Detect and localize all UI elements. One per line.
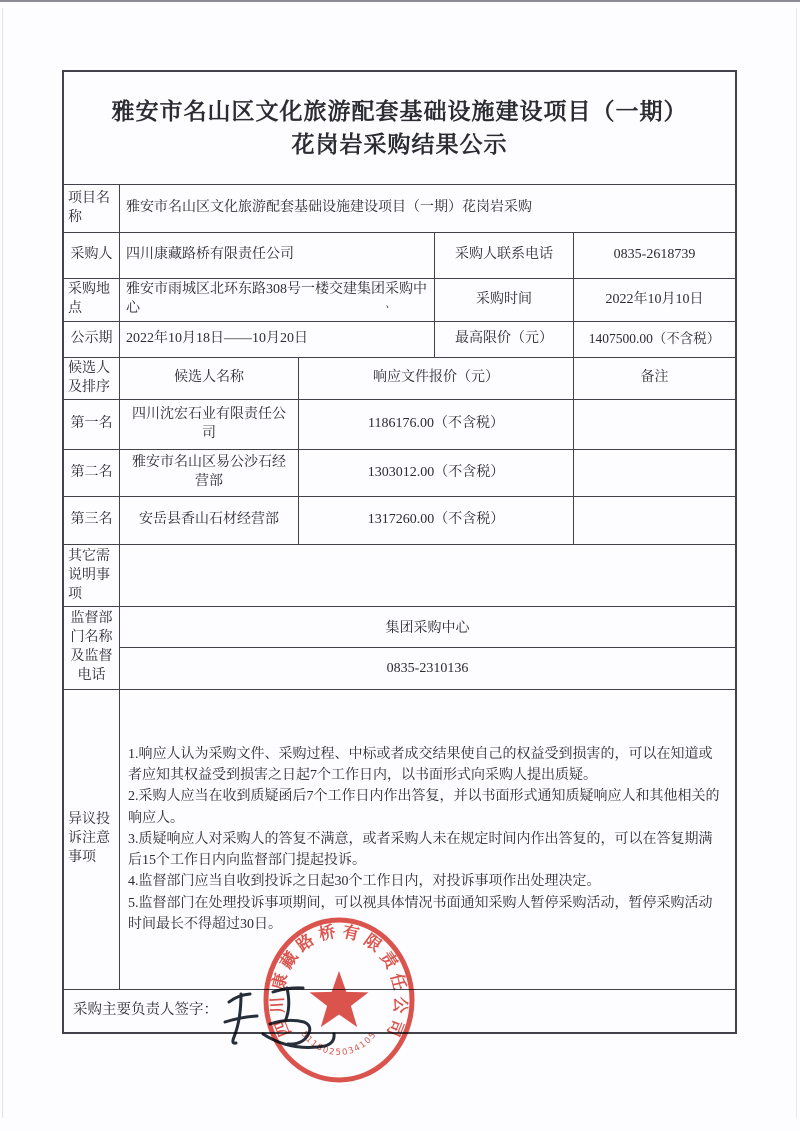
candidate-1-name: 四川沈宏石业有限责任公司: [120, 400, 299, 449]
purchase-time-value: 2022年10月10日: [605, 291, 704, 307]
candidate-row-2: [64, 450, 735, 497]
location-value: 雅安市雨城区北环东路308号一楼交建集团采购中心: [120, 279, 435, 321]
pen-mark: 、: [384, 297, 398, 312]
publicity-period-label: 公示期: [64, 322, 120, 357]
candidates-remark-header: 备注: [640, 370, 669, 386]
candidate-1-bid: 1186176.00（不含税）: [299, 400, 574, 449]
objection-item-1: 1.响应人认为采购文件、采购过程、中标或者成交结果使自己的权益受到损害的，可以在知道或者应知其权益受到损害之日起7个工作日内，以书面形式向采购人提出质疑。: [128, 746, 713, 784]
purchaser-phone-label: 采购人联系电话: [435, 233, 574, 278]
supervision-phone: 0835-2310136: [386, 660, 469, 676]
candidate-3-bid: 1317260.00（不含税）: [299, 497, 574, 544]
supervision-label: 监督部门名称及监督电话: [64, 607, 120, 689]
candidate-3-name: 安岳县香山石材经营部: [120, 497, 299, 544]
title-row: [64, 72, 735, 185]
signature-row: [64, 990, 735, 1032]
objection-item-3: 3.质疑响应人对采购人的答复不满意，或者采购人未在规定时间内作出答复的，可以在答复期满后15个工作日内向监督部门提起投诉。: [128, 831, 713, 869]
candidate-2-bid: 1303012.00（不含税）: [299, 450, 574, 496]
max-price-label: 最高限价（元）: [435, 322, 574, 357]
candidate-row-3: [64, 497, 735, 545]
candidate-2-name: 雅安市名山区易公沙石经营部: [120, 450, 299, 496]
candidates-rank-header: 候选人及排序: [64, 358, 120, 399]
purchaser-label: 采购人: [64, 233, 120, 278]
candidates-header-row: [64, 358, 735, 400]
objection-item-2: 2.采购人应当在收到质疑函后7个工作日内作出答复，并以书面形式通知质疑响应人和其他相关的响应人。: [128, 789, 720, 826]
candidate-1-rank: 第一名: [64, 400, 120, 449]
scanner-edge-artifact: [0, 0, 800, 2]
purchaser-value: 四川康藏路桥有限责任公司: [120, 233, 435, 278]
seal-number-text: 5118025034105: [298, 1029, 380, 1058]
page-right-edge: [796, 8, 797, 1118]
other-notes-label: 其它需说明事项: [64, 545, 120, 606]
objection-content: [120, 690, 735, 989]
objection-label: 异议投诉注意事项: [64, 690, 120, 989]
max-price-value: 1407500.00（不含税）: [588, 331, 721, 347]
signature-label: 采购主要负责人签字：: [73, 1002, 218, 1019]
candidate-row-1: [64, 400, 735, 450]
publicity-period-value: 2022年10月18日——10月20日: [120, 322, 435, 357]
seal-company-text: 四川康藏路桥有限责任公司: [267, 921, 411, 1040]
objection-item-4: 4.监督部门应当自收到投诉之日起30个工作日内，对投诉事项作出处理决定。: [128, 874, 601, 890]
purchase-time-label: 采购时间: [435, 279, 574, 321]
project-name-value: 雅安市名山区文化旅游配套基础设施建设项目（一期）花岗岩采购: [126, 200, 532, 216]
other-notes-value: [120, 545, 735, 606]
project-name-label: 项目名称: [64, 185, 120, 232]
location-row: [64, 279, 735, 322]
objection-item-5: 5.监督部门在处理投诉事项期间，可以视具体情况书面通知采购人暂停采购活动，暂停采购活动时间最长不得超过30日。: [128, 895, 713, 932]
document-title: [64, 95, 735, 162]
supervision-row: [64, 607, 735, 690]
candidate-2-remark: [574, 450, 735, 496]
candidates-name-header: 候选人名称: [120, 358, 299, 399]
candidate-2-rank: 第二名: [64, 450, 120, 496]
candidate-3-rank: 第三名: [64, 497, 120, 544]
candidate-1-remark: [574, 400, 735, 449]
page-left-edge: [2, 8, 3, 1118]
other-notes-row: [64, 545, 735, 607]
title-line-2: 花岗岩采购结果公示: [291, 132, 508, 157]
project-name-row: [64, 185, 735, 233]
objection-row: [64, 690, 735, 990]
candidate-3-remark: [574, 497, 735, 544]
location-label: 采购地点: [64, 279, 120, 321]
supervision-values: [120, 607, 735, 689]
supervision-dept: 集团采购中心: [120, 607, 735, 648]
purchaser-row: [64, 233, 735, 279]
title-line-1: 雅安市名山区文化旅游配套基础设施建设项目（一期）: [111, 98, 688, 124]
announcement-table: [62, 70, 737, 1034]
candidates-bid-header: 响应文件报价（元）: [299, 358, 574, 399]
purchaser-phone-value: 0835-2618739: [613, 247, 696, 263]
publicity-period-row: [64, 322, 735, 358]
